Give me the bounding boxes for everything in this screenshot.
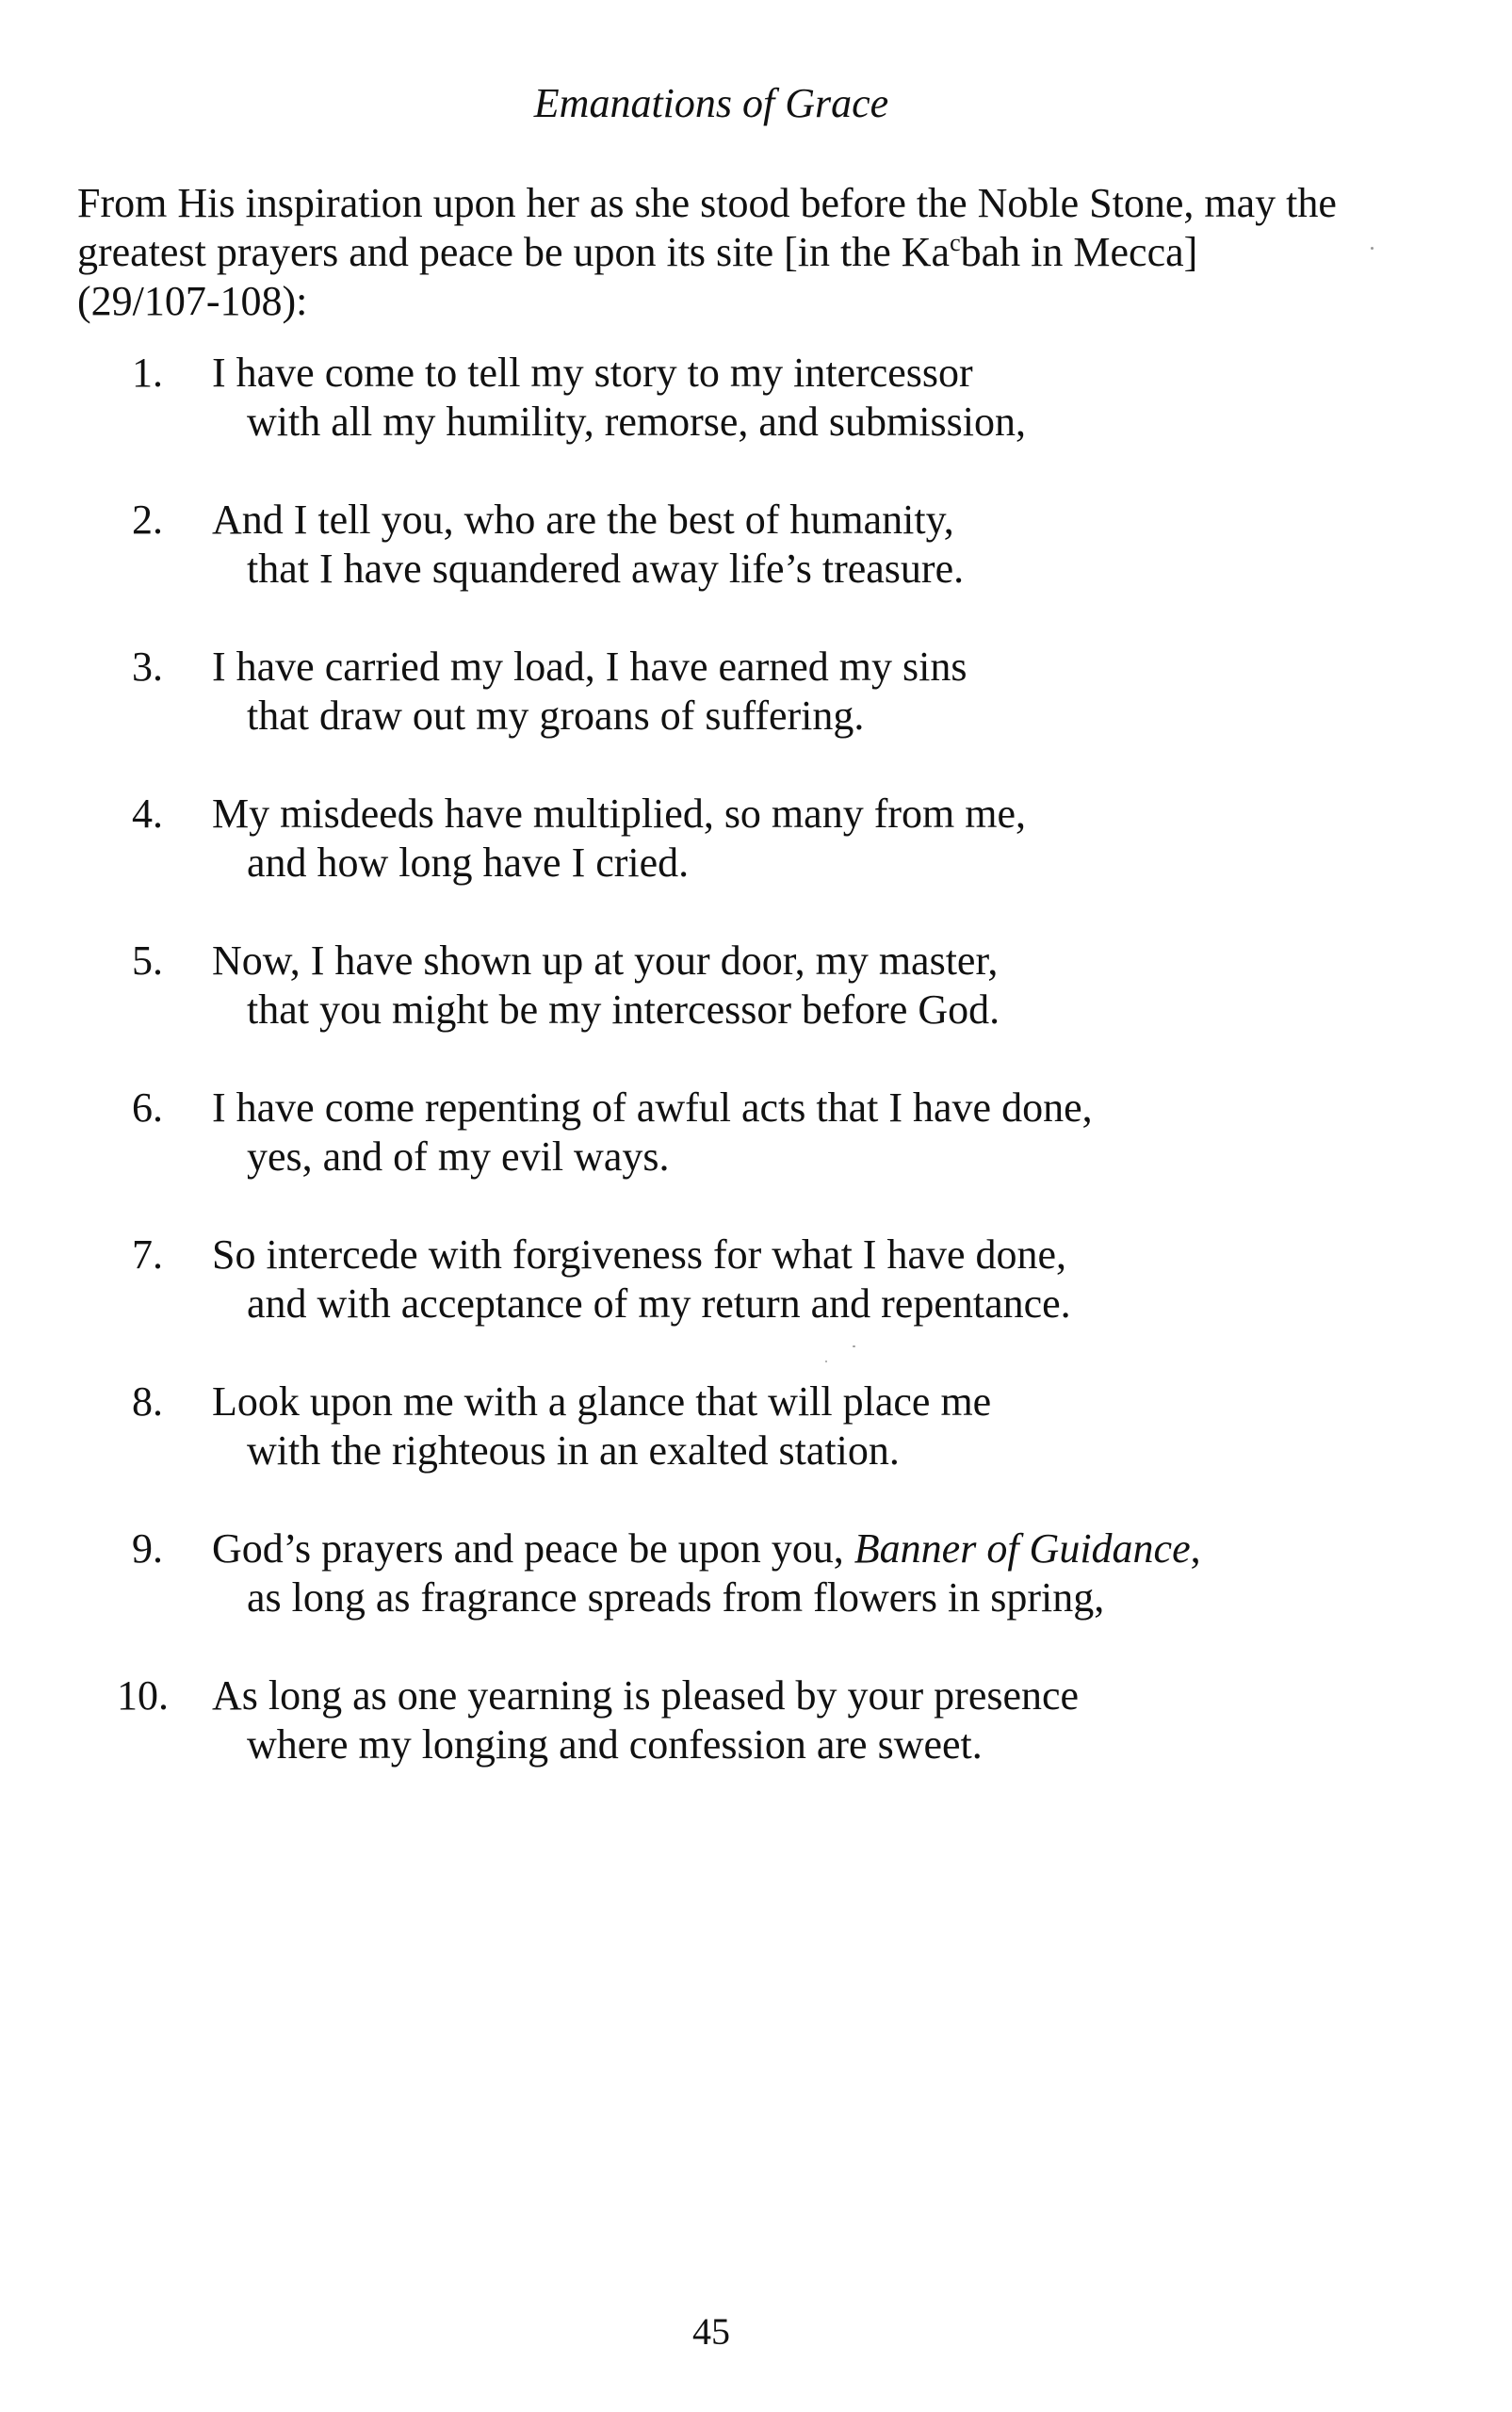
- verse-line-1: Look upon me with a glance that will place me: [212, 1378, 992, 1425]
- verse-line-2: that you might be my intercessor before God.: [247, 986, 1000, 1033]
- intro-superscript: c: [950, 229, 961, 256]
- verse-line-1: Now, I have shown up at your door, my master,: [212, 937, 999, 984]
- verse-line-2: that I have squandered away life’s treasure.: [247, 546, 965, 592]
- verse-number: 3.: [132, 644, 163, 690]
- verse-number: 9.: [132, 1525, 163, 1572]
- verse-line-2: and with acceptance of my return and repentance.: [247, 1280, 1071, 1327]
- scan-speck: [853, 1345, 855, 1347]
- verse-number: 8.: [132, 1378, 163, 1425]
- verse-item-3: [0, 643, 1319, 790]
- verse-item-2: [0, 496, 1319, 643]
- verse-line-1: My misdeeds have multiplied, so many from me,: [212, 790, 1026, 837]
- verse-item-7: [0, 1230, 1319, 1377]
- verse-line-1: As long as one yearning is pleased by your presence: [212, 1672, 1080, 1719]
- running-title: Emanations of Grace: [533, 80, 889, 126]
- verse-number: 2.: [132, 497, 163, 543]
- verse-number: 6.: [132, 1084, 163, 1131]
- verse-line-1: I have carried my load, I have earned my sins: [212, 644, 967, 690]
- verse-item-5: [0, 937, 1319, 1084]
- verse-line-1: I have come repenting of awful acts that I have done,: [212, 1084, 1093, 1131]
- scan-speck: [1371, 247, 1374, 250]
- verse-item-4: [0, 790, 1319, 937]
- verse-number: 5.: [132, 937, 163, 984]
- verse-item-8: [0, 1377, 1319, 1524]
- verse-line-2: yes, and of my evil ways.: [247, 1133, 670, 1180]
- verse-line-1: [212, 1524, 1201, 1573]
- verse-line-1: So intercede with forgiveness for what I have done,: [212, 1231, 1067, 1278]
- verse-line-1-end: ,: [1190, 1525, 1201, 1572]
- verse-line-2: with all my humility, remorse, and submission,: [247, 399, 1026, 445]
- verse-line-2: with the righteous in an exalted station.: [247, 1427, 900, 1474]
- intro-text-start: From His inspiration upon her as she stood before the Noble Stone, may the greatest prayers and peace be upon its site [in the Ka: [77, 180, 1337, 275]
- verse-number: 7.: [132, 1231, 163, 1278]
- verse-line-1-title: Banner of Guidance: [854, 1525, 1191, 1572]
- intro-text-end: bah in Mecca] (29/107-108):: [77, 229, 1198, 324]
- verse-item-9: [0, 1524, 1319, 1671]
- verse-line-2: as long as fragrance spreads from flowers in spring,: [247, 1574, 1105, 1621]
- verse-line-2: where my longing and confession are sweet.: [247, 1721, 983, 1768]
- scan-speck: [825, 1361, 827, 1362]
- verse-number: 10.: [117, 1672, 169, 1719]
- verse-line-2: and how long have I cried.: [247, 839, 690, 886]
- page-number: 45: [692, 2310, 730, 2353]
- verse-item-1: [0, 349, 1319, 496]
- verse-number: 1.: [132, 350, 163, 396]
- verse-number: 4.: [132, 790, 163, 837]
- verse-line-1: I have come to tell my story to my intercessor: [212, 350, 973, 396]
- verse-line-2: that draw out my groans of suffering.: [247, 693, 865, 739]
- intro-paragraph: [77, 179, 1340, 326]
- verse-item-6: [0, 1084, 1319, 1230]
- verse-list: [0, 349, 1319, 1818]
- verse-line-1: And I tell you, who are the best of humanity,: [212, 497, 954, 543]
- verse-item-10: [0, 1671, 1319, 1818]
- verse-line-1-start: God’s prayers and peace be upon you,: [212, 1525, 854, 1572]
